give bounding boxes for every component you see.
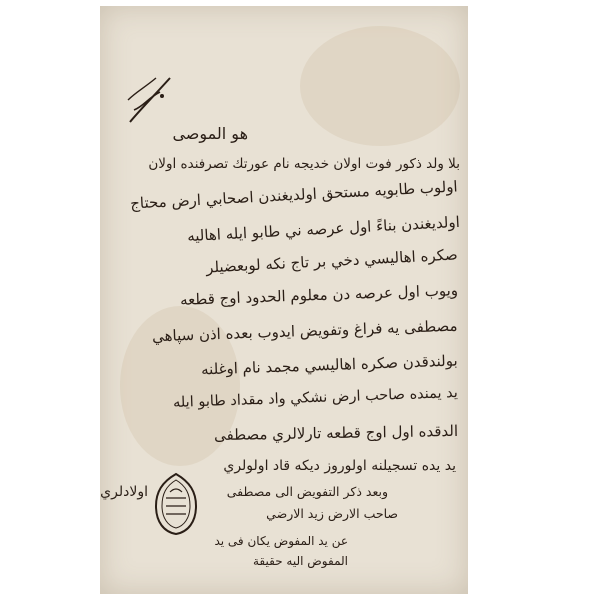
text-line-5: صكره اهاليسي دخي بر تاج نكه لوبعضيلر (205, 245, 459, 277)
footer-line-4: المفوض اليه حقيقة (253, 554, 348, 568)
text-line-11: يد يده تسجيلنه اولوروز ديكه قاد اولولري (223, 458, 456, 474)
text-line-12: اولادلري (100, 484, 148, 500)
margin-note-flourish (120, 70, 180, 130)
text-line-10: الدقده اول اوج قطعه تارلالري مصطفى (213, 421, 459, 445)
footer-line-3: عن يد المفوض يكان فى يد (214, 534, 348, 548)
footer-line-2: صاحب الارض زيد الارضي (266, 506, 398, 521)
manuscript-page (100, 6, 468, 594)
text-line-4: اولديغندن بناءً اول عرصه ني طابو ايله اهاليه (186, 212, 461, 246)
footer-line-1: وبعد ذكر التفويض الى مصطفى (226, 484, 388, 499)
text-line-2: بلا ولد ذكور فوت اولان خديجه نام عورتك تصرفنده اولان (148, 156, 460, 172)
text-line-7: مصطفى يه فراغ وتفويض ايدوب بعده اذن سپاهي (152, 316, 459, 346)
text-line-9: يد يمنده صاحب ارض نشكي واد مقداد طابو ايله (172, 385, 459, 411)
text-line-1: هو الموصى (172, 124, 248, 143)
text-line-6: ويوب اول عرصه دن معلوم الحدود اوج قطعه (179, 281, 459, 309)
paper-stain (300, 26, 460, 146)
text-line-8: بولندقدن صكره اهاليسي مجمد نام اوغلنه (201, 351, 459, 379)
seal-stamp (152, 472, 200, 536)
text-line-3: اولوب طابويه مستحق اولديغندن اصحابي ارض محتاج (129, 177, 459, 213)
